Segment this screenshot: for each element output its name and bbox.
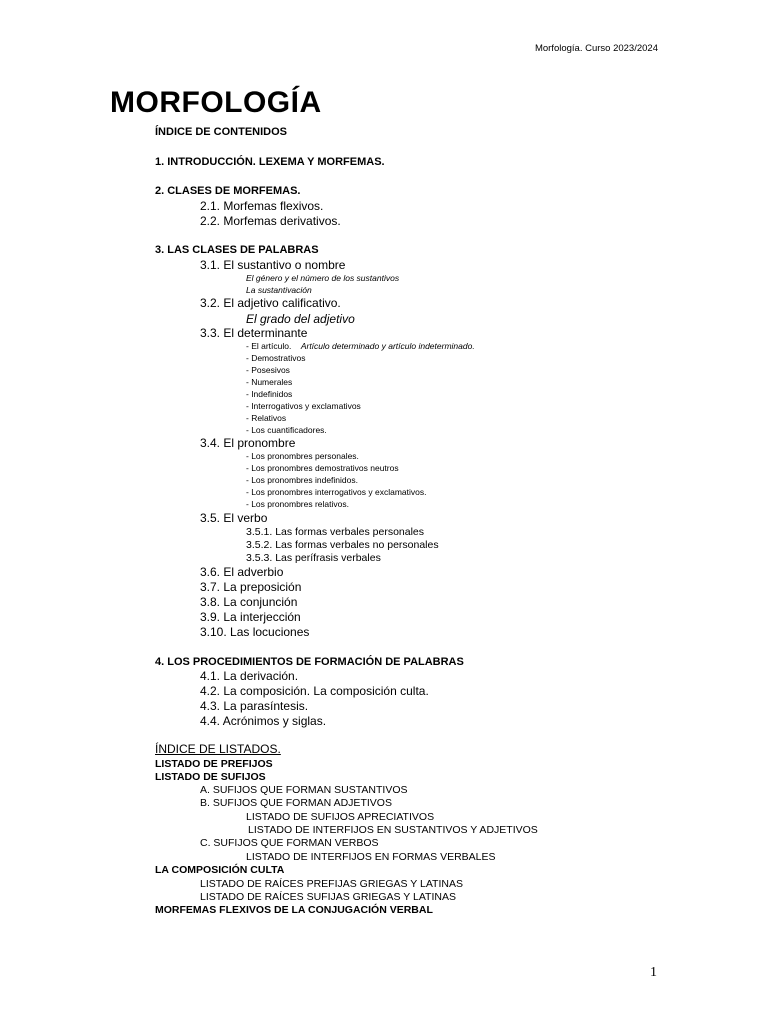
toc-subitem: - Los cuantificadores.: [246, 425, 327, 435]
toc-item: 3.4. El pronombre: [200, 436, 296, 450]
toc-section-1: 1. INTRODUCCIÓN. LEXEMA Y MORFEMAS.: [155, 156, 385, 168]
toc-item: 4.1. La derivación.: [200, 669, 299, 683]
listing-subitem: LISTADO DE RAÍCES SUFIJAS GRIEGAS Y LATINAS: [200, 891, 456, 903]
page-number: 1: [650, 965, 657, 980]
page-title: MORFOLOGÍA: [110, 86, 322, 119]
listings-heading: ÍNDICE DE LISTADOS.: [155, 742, 281, 756]
toc-subitem: - Los pronombres indefinidos.: [246, 475, 358, 485]
toc-subitem: 3.5.1. Las formas verbales personales: [246, 526, 425, 538]
toc-subitem-label: - El artículo.: [246, 341, 292, 351]
toc-item: 4.4. Acrónimos y siglas.: [200, 714, 327, 728]
toc-subitem: El grado del adjetivo: [246, 312, 355, 326]
listing-subitem: A. SUFIJOS QUE FORMAN SUSTANTIVOS: [200, 784, 408, 796]
toc-subitem: El género y el número de los sustantivos: [246, 273, 400, 283]
toc-subitem: - Indefinidos: [246, 389, 293, 399]
toc-item: 3.6. El adverbio: [200, 565, 284, 579]
toc-section-4: 4. LOS PROCEDIMIENTOS DE FORMACIÓN DE PALABRAS: [155, 656, 464, 668]
toc-subitem-note: Artículo determinado y artículo indeterminado.: [300, 341, 475, 351]
toc-item: 3.3. El determinante: [200, 326, 308, 340]
toc-item: 4.2. La composición. La composición culta.: [200, 684, 429, 698]
toc-subitem: - Los pronombres demostrativos neutros: [246, 463, 399, 473]
toc-subitem: - Interrogativos y exclamativos: [246, 401, 361, 411]
listing-subitem: C. SUFIJOS QUE FORMAN VERBOS: [200, 837, 379, 849]
toc-item: 3.5. El verbo: [200, 511, 268, 525]
contents-heading: ÍNDICE DE CONTENIDOS: [155, 126, 288, 138]
toc-section-2: 2. CLASES DE MORFEMAS.: [155, 185, 301, 197]
toc-subitem: La sustantivación: [246, 285, 312, 295]
toc-item: 3.1. El sustantivo o nombre: [200, 258, 346, 272]
listing-subitem: LISTADO DE INTERFIJOS EN FORMAS VERBALES: [246, 851, 496, 863]
page-header: Morfología. Curso 2023/2024: [534, 43, 658, 54]
toc-subitem: - Los pronombres relativos.: [246, 499, 349, 509]
toc-subitem: - Relativos: [246, 413, 287, 423]
listing-item: LA COMPOSICIÓN CULTA: [155, 864, 285, 876]
listing-subitem: B. SUFIJOS QUE FORMAN ADJETIVOS: [200, 797, 392, 809]
toc-item: 4.3. La parasíntesis.: [200, 699, 309, 713]
listing-subitem: LISTADO DE RAÍCES PREFIJAS GRIEGAS Y LATINAS: [200, 878, 463, 890]
toc-subitem: - Posesivos: [246, 365, 290, 375]
toc-subitem: - Demostrativos: [246, 353, 306, 363]
listing-item: LISTADO DE SUFIJOS: [155, 771, 266, 783]
toc-subitem: - Numerales: [246, 377, 293, 387]
listing-item: LISTADO DE PREFIJOS: [155, 758, 273, 770]
toc-subitem: [246, 342, 475, 351]
toc-item: 3.8. La conjunción: [200, 595, 298, 609]
toc-subitem: - Los pronombres personales.: [246, 451, 359, 461]
listing-item: MORFEMAS FLEXIVOS DE LA CONJUGACIÓN VERBAL: [155, 904, 433, 916]
toc-subitem: 3.5.3. Las perífrasis verbales: [246, 552, 381, 564]
toc-item: 2.1. Morfemas flexivos.: [200, 199, 324, 213]
toc-item: 3.10. Las locuciones: [200, 625, 310, 639]
toc-section-3: 3. LAS CLASES DE PALABRAS: [155, 244, 319, 256]
toc-item: 2.2. Morfemas derivativos.: [200, 214, 341, 228]
toc-subitem: - Los pronombres interrogativos y exclamativos.: [246, 487, 427, 497]
toc-item: 3.2. El adjetivo calificativo.: [200, 296, 341, 310]
toc-subitem: 3.5.2. Las formas verbales no personales: [246, 539, 439, 551]
toc-item: 3.9. La interjección: [200, 610, 301, 624]
listing-subitem: LISTADO DE SUFIJOS APRECIATIVOS: [246, 811, 435, 823]
listing-subitem: LISTADO DE INTERFIJOS EN SUSTANTIVOS Y ADJETIVOS: [248, 824, 538, 836]
toc-item: 3.7. La preposición: [200, 580, 302, 594]
